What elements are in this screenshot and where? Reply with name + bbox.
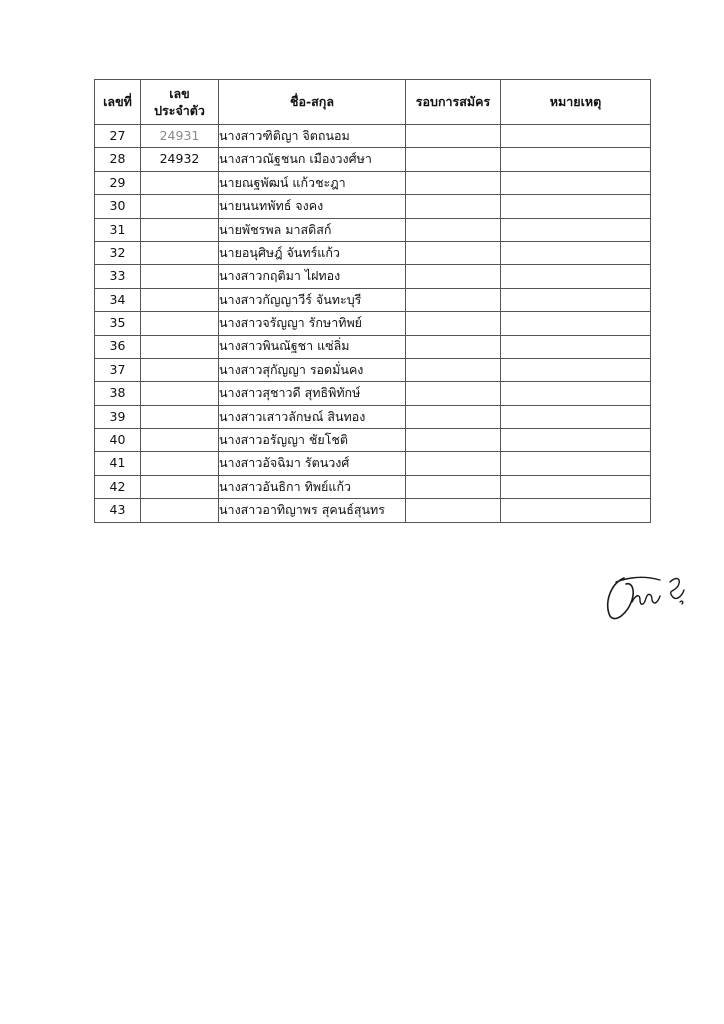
table-row <box>95 499 651 522</box>
table-row <box>95 358 651 381</box>
row-student-id <box>141 429 219 452</box>
row-number: 42 <box>95 475 141 498</box>
table-row <box>95 148 651 171</box>
header-remarks: หมายเหตุ <box>501 80 651 125</box>
row-full-name: นางสาวอัจฉิมา รัตนวงศ์ <box>219 452 406 475</box>
row-student-id <box>141 218 219 241</box>
header-student-id-line1: เลข <box>169 86 190 101</box>
row-remarks <box>501 265 651 288</box>
row-number: 43 <box>95 499 141 522</box>
row-application-round <box>406 429 501 452</box>
row-application-round <box>406 125 501 148</box>
row-full-name: นางสาวพินณัฐชา แซ่ลิ่ม <box>219 335 406 358</box>
signature-stroke-dot <box>680 601 683 604</box>
row-remarks <box>501 382 651 405</box>
row-student-id <box>141 171 219 194</box>
row-number: 38 <box>95 382 141 405</box>
row-full-name: นางสาวฑิติญา จิตถนอม <box>219 125 406 148</box>
table-row <box>95 241 651 264</box>
row-number: 34 <box>95 288 141 311</box>
row-application-round <box>406 148 501 171</box>
table-row <box>95 405 651 428</box>
row-full-name: นางสาวเสาวลักษณ์ สินทอง <box>219 405 406 428</box>
row-student-id <box>141 312 219 335</box>
row-full-name: นางสาวกัญญาวีร์ จันทะบุรี <box>219 288 406 311</box>
row-application-round <box>406 499 501 522</box>
row-remarks <box>501 358 651 381</box>
row-student-id <box>141 358 219 381</box>
row-student-id <box>141 265 219 288</box>
row-full-name: นางสาวสุกัญญา รอดมั่นคง <box>219 358 406 381</box>
row-number: 41 <box>95 452 141 475</box>
row-full-name: นางสาวจรัญญา รักษาทิพย์ <box>219 312 406 335</box>
row-student-id <box>141 241 219 264</box>
row-remarks <box>501 312 651 335</box>
row-number: 40 <box>95 429 141 452</box>
signature-image <box>602 568 692 624</box>
row-number: 30 <box>95 195 141 218</box>
row-student-id: 24932 <box>141 148 219 171</box>
table-row <box>95 288 651 311</box>
row-remarks <box>501 125 651 148</box>
header-application-round: รอบการสมัคร <box>406 80 501 125</box>
header-number: เลขที่ <box>95 80 141 125</box>
row-remarks <box>501 171 651 194</box>
row-application-round <box>406 218 501 241</box>
row-number: 36 <box>95 335 141 358</box>
row-application-round <box>406 335 501 358</box>
row-application-round <box>406 241 501 264</box>
table-row <box>95 429 651 452</box>
table-row <box>95 171 651 194</box>
row-number: 27 <box>95 125 141 148</box>
row-full-name: นายณฐพัฒน์ แก้วชะฎา <box>219 171 406 194</box>
row-student-id: 24931 <box>141 125 219 148</box>
row-full-name: นางสาวสุชาวดี สุทธิพิทักษ์ <box>219 382 406 405</box>
row-application-round <box>406 358 501 381</box>
row-remarks <box>501 405 651 428</box>
row-number: 35 <box>95 312 141 335</box>
table-row <box>95 335 651 358</box>
row-application-round <box>406 382 501 405</box>
table-row <box>95 312 651 335</box>
table-row <box>95 475 651 498</box>
row-full-name: นางสาวอาทิญาพร สุคนธ์สุนทร <box>219 499 406 522</box>
row-remarks <box>501 475 651 498</box>
row-full-name: นางสาวกฤติมา ไฝทอง <box>219 265 406 288</box>
row-remarks <box>501 429 651 452</box>
row-application-round <box>406 288 501 311</box>
row-number: 33 <box>95 265 141 288</box>
table-row <box>95 265 651 288</box>
table-body <box>95 125 651 523</box>
row-application-round <box>406 452 501 475</box>
row-student-id <box>141 405 219 428</box>
row-remarks <box>501 148 651 171</box>
header-student-id-line2: ประจำตัว <box>154 103 205 118</box>
row-full-name: นางสาวณัฐชนก เมืองวงศ์ษา <box>219 148 406 171</box>
header-full-name: ชื่อ-สกุล <box>219 80 406 125</box>
row-number: 29 <box>95 171 141 194</box>
row-remarks <box>501 499 651 522</box>
row-remarks <box>501 218 651 241</box>
header-student-id <box>141 80 219 125</box>
row-number: 32 <box>95 241 141 264</box>
row-remarks <box>501 335 651 358</box>
row-application-round <box>406 265 501 288</box>
row-student-id <box>141 288 219 311</box>
row-application-round <box>406 475 501 498</box>
signature-stroke-tail <box>670 579 684 599</box>
row-student-id <box>141 335 219 358</box>
row-application-round <box>406 171 501 194</box>
row-remarks <box>501 288 651 311</box>
row-application-round <box>406 195 501 218</box>
signature-stroke-loop <box>608 578 633 619</box>
row-full-name: นางสาวอันธิกา ทิพย์แก้ว <box>219 475 406 498</box>
table-row <box>95 382 651 405</box>
row-student-id <box>141 195 219 218</box>
table-row <box>95 452 651 475</box>
row-number: 31 <box>95 218 141 241</box>
table-row <box>95 195 651 218</box>
row-remarks <box>501 195 651 218</box>
student-roster-table <box>94 79 651 523</box>
table-row <box>95 125 651 148</box>
row-application-round <box>406 312 501 335</box>
row-student-id <box>141 382 219 405</box>
table-row <box>95 218 651 241</box>
row-full-name: นายอนุศิษฎ์ จันทร์แก้ว <box>219 241 406 264</box>
table-header-row <box>95 80 651 125</box>
row-student-id <box>141 475 219 498</box>
row-number: 39 <box>95 405 141 428</box>
row-application-round <box>406 405 501 428</box>
row-student-id <box>141 452 219 475</box>
row-full-name: นางสาวอรัญญา ชัยโชติ <box>219 429 406 452</box>
row-student-id <box>141 499 219 522</box>
row-number: 28 <box>95 148 141 171</box>
row-remarks <box>501 241 651 264</box>
row-number: 37 <box>95 358 141 381</box>
row-remarks <box>501 452 651 475</box>
row-full-name: นายพัชรพล มาสดิสก์ <box>219 218 406 241</box>
signature-stroke-word <box>632 594 660 604</box>
row-full-name: นายนนทพัทธ์ จงคง <box>219 195 406 218</box>
